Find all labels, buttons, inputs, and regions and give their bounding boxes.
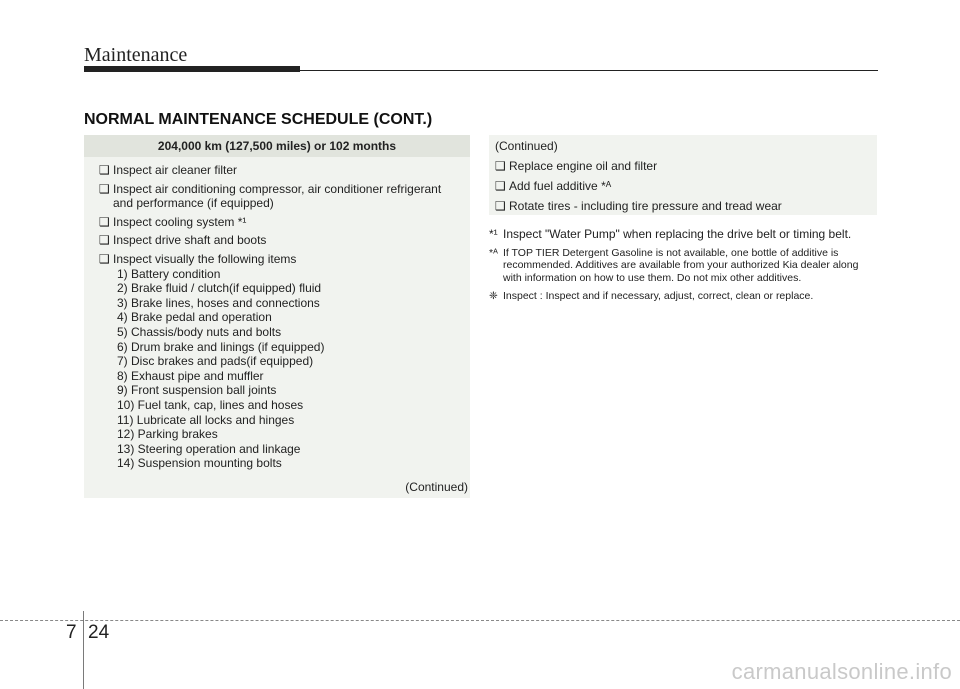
sub-item: 9) Front suspension ball joints <box>117 383 277 398</box>
sub-item: 11) Lubricate all locks and hinges <box>117 412 295 427</box>
list-item: ❑ Inspect drive shaft and boots <box>99 233 267 248</box>
continued-label: (Continued) <box>495 139 558 153</box>
sub-item: 13) Steering operation and linkage <box>117 441 301 456</box>
sub-item: 10) Fuel tank, cap, lines and hoses <box>117 397 304 412</box>
schedule-heading: 204,000 km (127,500 miles) or 102 months <box>84 135 470 157</box>
sub-item: 6) Drum brake and linings (if equipped) <box>117 339 325 354</box>
sub-item: 4) Brake pedal and operation <box>117 310 272 325</box>
header-title: Maintenance <box>84 44 188 66</box>
footnote: *¹ Inspect "Water Pump" when replacing the drive belt or timing belt. <box>489 227 852 241</box>
header-rule <box>300 70 878 71</box>
sub-item: 8) Exhaust pipe and muffler <box>117 368 264 383</box>
page-number: 24 <box>88 622 110 643</box>
watermark: carmanualsonline.info <box>731 659 952 684</box>
footnote-mark: ❈ <box>489 290 498 303</box>
sub-list <box>113 267 462 471</box>
list-item: ❑ Inspect visually the following items 1) Battery condition 2) Brake fluid / clutch(if equipped) fluid 3) Brake lines, hoses and connections 4) Brake pedal and operation 5) Chassis/body nuts and bolts 6) Drum brake and linings (if equipped) 7) Disc brakes and pads(if equipped) 8) Exhaust pipe and muffler 9) Front suspension ball joints 10) Fuel tank, cap, lines and hoses 11) Lubricate all locks and hinges 12) Parking brakes 13) Steering operation and linkage 14) Suspension mounting bolts <box>99 252 462 471</box>
list-item: ❑ Inspect air conditioning compressor, air conditioner refrigerant and performance (if equipped) <box>99 181 442 211</box>
list-item: ❑ Add fuel additive *ᴬ <box>495 179 612 193</box>
checkbox-icon: ❑ <box>495 159 506 173</box>
footnote: ❈ Inspect : Inspect and if necessary, adjust, correct, clean or replace. <box>489 290 814 303</box>
schedule-panel-right <box>489 135 877 215</box>
sub-item: 7) Disc brakes and pads(if equipped) <box>117 354 314 369</box>
schedule-list <box>84 157 470 471</box>
sub-item: 3) Brake lines, hoses and connections <box>117 295 320 310</box>
header-bar <box>84 66 300 72</box>
footer-divider <box>83 611 84 689</box>
list-item: ❑ Inspect cooling system *¹ <box>99 214 247 229</box>
sub-item: 1) Battery condition <box>117 266 221 281</box>
list-item: ❑ Rotate tires - including tire pressure and tread wear <box>495 199 782 213</box>
footnote: *ᴬ If TOP TIER Detergent Gasoline is not available, one bottle of additive is recommended. Additives are available from your authorized Kia dealer along with information on how to use them. Do not mix other additives. <box>489 246 859 284</box>
section-title: NORMAL MAINTENANCE SCHEDULE (CONT.) <box>84 111 433 128</box>
sub-item: 14) Suspension mounting bolts <box>117 456 282 471</box>
checkbox-icon: ❑ <box>99 181 110 196</box>
footer-rule <box>0 620 960 622</box>
footnote-mark: *¹ <box>489 227 498 241</box>
chapter-number: 7 <box>66 622 77 643</box>
schedule-list <box>489 135 877 213</box>
checkbox-icon: ❑ <box>495 179 506 193</box>
sub-item: 2) Brake fluid / clutch(if equipped) fluid <box>117 281 322 296</box>
checkbox-icon: ❑ <box>99 233 110 248</box>
checkbox-icon: ❑ <box>99 163 110 177</box>
schedule-panel-left <box>84 135 470 498</box>
sub-item: 12) Parking brakes <box>117 427 218 442</box>
footnote-mark: *ᴬ <box>489 246 498 259</box>
checkbox-icon: ❑ <box>99 214 110 229</box>
list-item: ❑ Replace engine oil and filter <box>495 159 658 173</box>
footnotes <box>489 228 877 309</box>
list-item: ❑ Inspect air cleaner filter <box>99 163 238 177</box>
continued-label: (Continued) <box>405 480 468 494</box>
sub-item: 5) Chassis/body nuts and bolts <box>117 324 282 339</box>
checkbox-icon: ❑ <box>495 199 506 213</box>
checkbox-icon: ❑ <box>99 251 110 266</box>
